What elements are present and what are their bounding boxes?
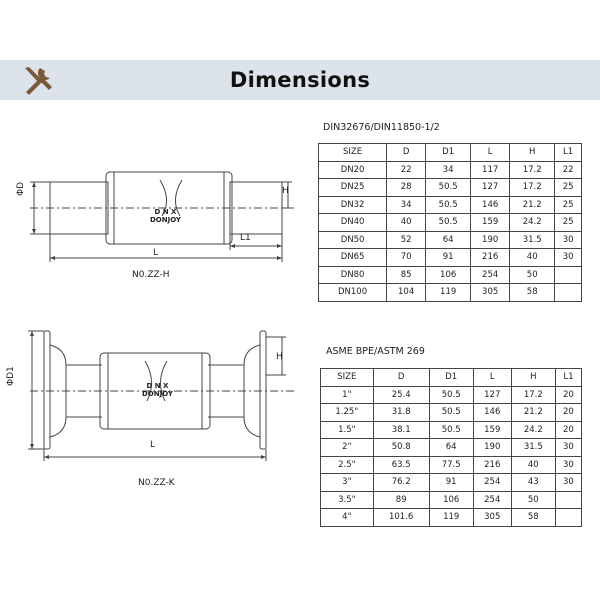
table-cell: 40 xyxy=(511,456,555,474)
table-cell: 76.2 xyxy=(373,474,429,492)
logo-text xyxy=(150,208,181,224)
table-cell: 50.5 xyxy=(426,214,471,232)
table-cell: 3" xyxy=(321,474,374,492)
table-cell: 101.6 xyxy=(373,509,429,527)
table-cell: 4" xyxy=(321,509,374,527)
table-header-row xyxy=(319,144,582,162)
column-header: L xyxy=(471,144,510,162)
table-cell: 119 xyxy=(429,509,473,527)
table-cell: 119 xyxy=(426,284,471,302)
table-cell: 3.5" xyxy=(321,491,374,509)
table-cell: DN65 xyxy=(319,249,387,267)
table-row xyxy=(319,161,582,179)
table-cell: 77.5 xyxy=(429,456,473,474)
table-cell: 34 xyxy=(426,161,471,179)
table-cell: 34 xyxy=(387,196,426,214)
dim-label-d1: ΦD1 xyxy=(6,366,16,386)
table-cell: 20 xyxy=(555,421,581,439)
table-cell xyxy=(555,491,581,509)
table-cell: 25 xyxy=(555,214,582,232)
table-cell: 1" xyxy=(321,386,374,404)
table-cell: 25 xyxy=(555,179,582,197)
table-cell: 64 xyxy=(429,439,473,457)
table-cell: DN20 xyxy=(319,161,387,179)
table-cell: 50.5 xyxy=(429,421,473,439)
table-cell: 17.2 xyxy=(510,179,555,197)
table-cell: 24.2 xyxy=(511,421,555,439)
table-cell: 20 xyxy=(555,404,581,422)
table-row xyxy=(319,266,582,284)
table-cell: 127 xyxy=(473,386,511,404)
table-cell: 106 xyxy=(426,266,471,284)
table-cell: 30 xyxy=(555,249,582,267)
asme-table-title: ASME BPE/ASTM 269 xyxy=(326,346,425,357)
logo-line-2-k: DONJOY xyxy=(142,390,173,398)
table-cell xyxy=(555,266,582,284)
table-row xyxy=(319,179,582,197)
table-cell: DN25 xyxy=(319,179,387,197)
table-cell: 305 xyxy=(471,284,510,302)
table-row xyxy=(321,421,582,439)
table-cell: 58 xyxy=(511,509,555,527)
table-cell: 216 xyxy=(471,249,510,267)
table-cell: 17.2 xyxy=(510,161,555,179)
table-cell: 89 xyxy=(373,491,429,509)
table-row xyxy=(321,474,582,492)
table-row xyxy=(321,456,582,474)
table-row xyxy=(319,196,582,214)
column-header: H xyxy=(511,369,555,387)
table-cell: 52 xyxy=(387,231,426,249)
table-cell: 31.5 xyxy=(511,439,555,457)
logo-line-1-k: D N X xyxy=(146,382,169,390)
table-row xyxy=(321,491,582,509)
table-cell: 28 xyxy=(387,179,426,197)
dim-label-d: ΦD xyxy=(16,181,26,196)
table-header-row xyxy=(321,369,582,387)
table-row xyxy=(321,386,582,404)
column-header: D xyxy=(387,144,426,162)
table-cell: 21.2 xyxy=(510,196,555,214)
column-header: D xyxy=(373,369,429,387)
table-cell: 30 xyxy=(555,439,581,457)
table-cell: 50 xyxy=(511,491,555,509)
column-header: H xyxy=(510,144,555,162)
column-header: L1 xyxy=(555,369,581,387)
table-cell: DN100 xyxy=(319,284,387,302)
table-cell: 40 xyxy=(387,214,426,232)
drawing-caption-h: N0.ZZ-H xyxy=(132,270,170,280)
dim-label-h: H xyxy=(282,186,289,196)
valve-drawing-k xyxy=(10,325,300,475)
dim-label-l: L xyxy=(153,248,159,258)
table-cell: 38.1 xyxy=(373,421,429,439)
table-cell: 91 xyxy=(426,249,471,267)
table-cell xyxy=(555,509,581,527)
table-cell: 40 xyxy=(510,249,555,267)
column-header: L1 xyxy=(555,144,582,162)
table-cell: 159 xyxy=(473,421,511,439)
table-cell: 22 xyxy=(555,161,582,179)
table-cell: 70 xyxy=(387,249,426,267)
table-cell: 25.4 xyxy=(373,386,429,404)
table-row xyxy=(321,404,582,422)
table-cell: 1.25" xyxy=(321,404,374,422)
table-cell: 85 xyxy=(387,266,426,284)
table-row xyxy=(319,214,582,232)
header-banner xyxy=(0,60,600,100)
din-dimensions-table xyxy=(318,143,582,302)
table-cell: 106 xyxy=(429,491,473,509)
table-cell: 159 xyxy=(471,214,510,232)
table-cell: DN40 xyxy=(319,214,387,232)
table-cell: 30 xyxy=(555,456,581,474)
table-cell: 22 xyxy=(387,161,426,179)
table-row xyxy=(321,509,582,527)
table-cell: 58 xyxy=(510,284,555,302)
table-row xyxy=(319,284,582,302)
dim-label-l-k: L xyxy=(150,440,156,450)
column-header: SIZE xyxy=(319,144,387,162)
table-cell: 1.5" xyxy=(321,421,374,439)
column-header: D1 xyxy=(429,369,473,387)
table-cell: DN50 xyxy=(319,231,387,249)
table-cell: 50.5 xyxy=(426,179,471,197)
table-cell: 30 xyxy=(555,474,581,492)
column-header: L xyxy=(473,369,511,387)
table-cell: 63.5 xyxy=(373,456,429,474)
table-cell: 24.2 xyxy=(510,214,555,232)
table-cell xyxy=(555,284,582,302)
table-cell: 2.5" xyxy=(321,456,374,474)
table-cell: 146 xyxy=(473,404,511,422)
table-cell: 20 xyxy=(555,386,581,404)
table-cell: 50 xyxy=(510,266,555,284)
table-cell: 117 xyxy=(471,161,510,179)
dim-label-l1: L1 xyxy=(240,233,251,243)
table-row xyxy=(321,439,582,457)
column-header: D1 xyxy=(426,144,471,162)
drawing-caption-k: N0.ZZ-K xyxy=(138,478,175,488)
table-cell: 254 xyxy=(473,491,511,509)
table-cell: 21.2 xyxy=(511,404,555,422)
table-cell: 31.8 xyxy=(373,404,429,422)
table-cell: 146 xyxy=(471,196,510,214)
asme-dimensions-table xyxy=(320,368,582,527)
table-cell: 104 xyxy=(387,284,426,302)
table-cell: 216 xyxy=(473,456,511,474)
table-row xyxy=(319,231,582,249)
table-cell: 305 xyxy=(473,509,511,527)
table-cell: 254 xyxy=(471,266,510,284)
table-cell: 50.5 xyxy=(429,386,473,404)
table-cell: 43 xyxy=(511,474,555,492)
table-cell: 190 xyxy=(471,231,510,249)
table-cell: 50.8 xyxy=(373,439,429,457)
logo-text-k xyxy=(142,382,173,398)
din-table-title: DIN32676/DIN11850-1/2 xyxy=(323,122,440,133)
page-title: Dimensions xyxy=(229,68,371,92)
table-cell: 50.5 xyxy=(426,196,471,214)
table-cell: 2" xyxy=(321,439,374,457)
table-cell: 25 xyxy=(555,196,582,214)
table-row xyxy=(319,249,582,267)
table-cell: 127 xyxy=(471,179,510,197)
logo-line-2: DONJOY xyxy=(150,216,181,224)
table-cell: 17.2 xyxy=(511,386,555,404)
table-cell: 31.5 xyxy=(510,231,555,249)
table-cell: 50.5 xyxy=(429,404,473,422)
dim-label-h-k: H xyxy=(276,352,283,362)
table-cell: 30 xyxy=(555,231,582,249)
logo-line-1: D N X xyxy=(154,208,177,216)
table-cell: 91 xyxy=(429,474,473,492)
table-cell: 190 xyxy=(473,439,511,457)
table-cell: 254 xyxy=(473,474,511,492)
table-cell: 64 xyxy=(426,231,471,249)
column-header: SIZE xyxy=(321,369,374,387)
table-cell: DN32 xyxy=(319,196,387,214)
table-cell: DN80 xyxy=(319,266,387,284)
